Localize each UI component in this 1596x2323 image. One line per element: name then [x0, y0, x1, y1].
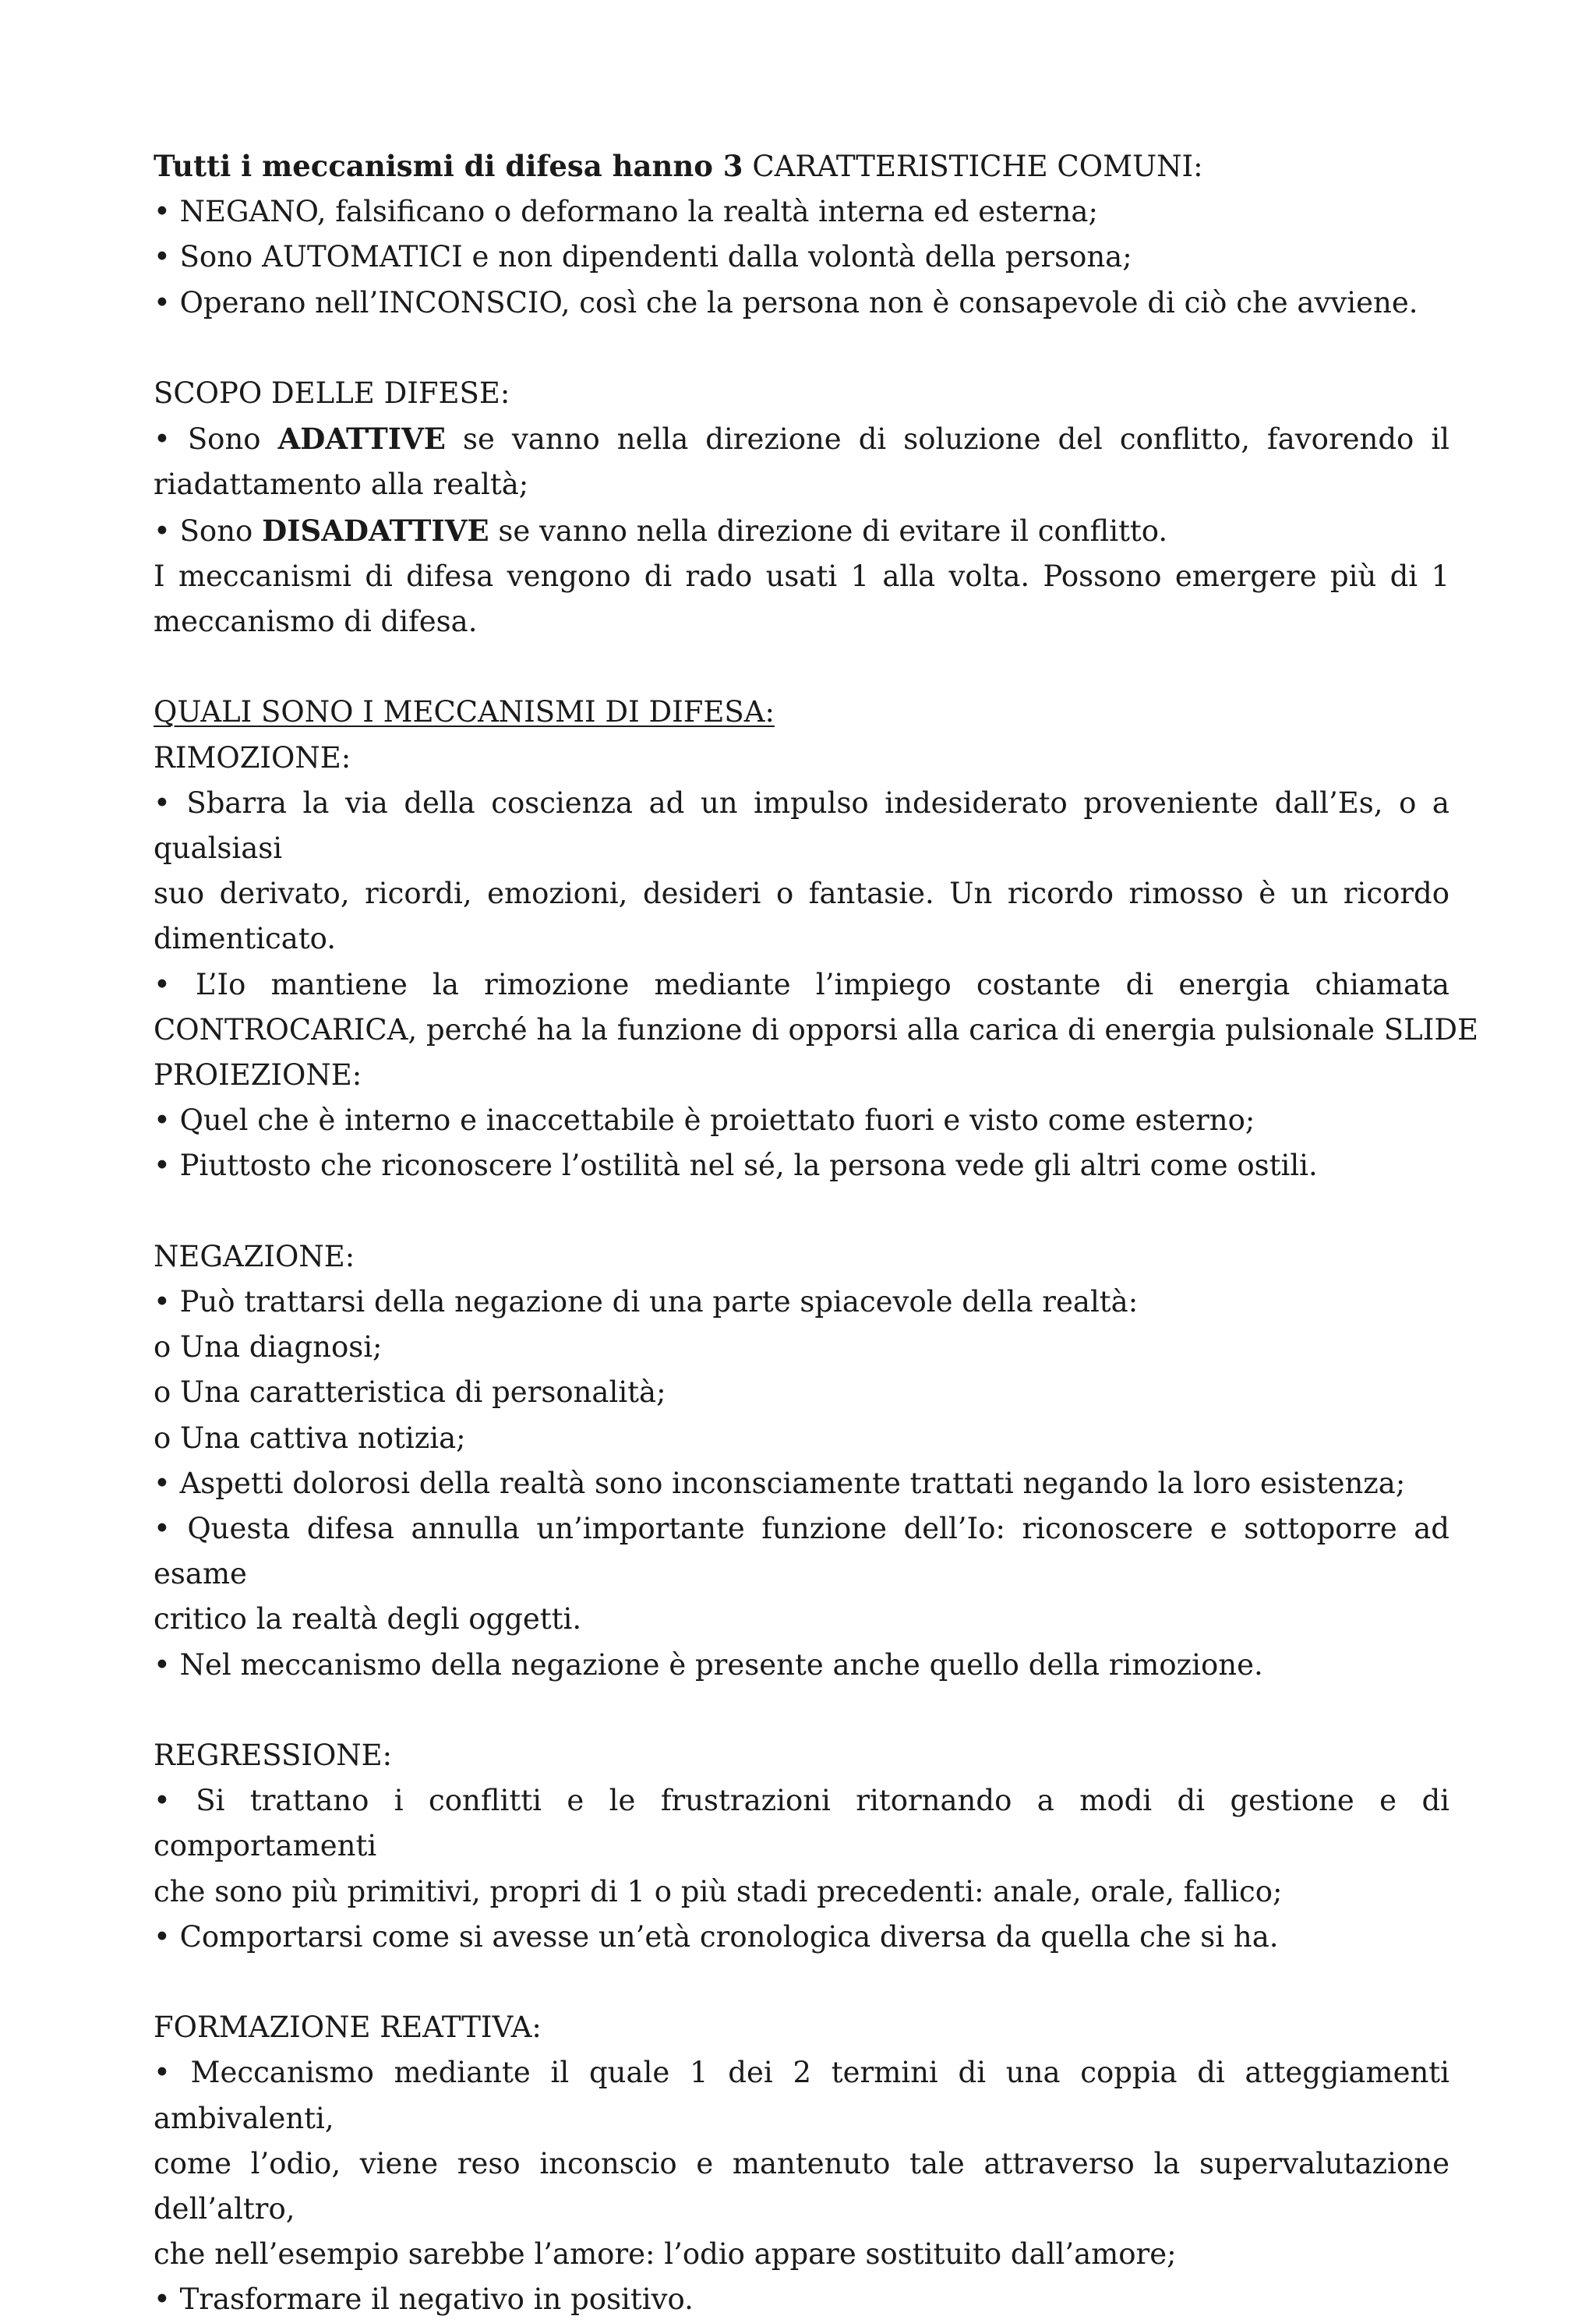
negazione-subitem: o Una diagnosi;	[154, 1330, 383, 1364]
scopo-heading: SCOPO DELLE DIFESE:	[154, 376, 510, 410]
spacer	[154, 326, 1449, 371]
scopo-note-line1: I meccanismi di difesa vengono di rado usati 1 alla volta. Possono emergere più di 1	[154, 559, 1449, 593]
negazione-subitem: o Una caratteristica di personalità;	[154, 1375, 666, 1410]
intro-bullet: • Operano nell’INCONSCIO, così che la persona non è consapevole di ciò che avviene.	[154, 285, 1418, 320]
scopo-disadattive-line	[154, 508, 1449, 554]
spacer	[154, 1688, 1449, 1733]
scopo-adattive-term: ADATTIVE	[277, 422, 447, 457]
scopo-disadattive-term: DISADATTIVE	[262, 513, 489, 548]
formazione-b2: • Trasformare il negativo in positivo.	[154, 2282, 694, 2317]
negazione-b3-line2: critico la realtà degli oggetti.	[154, 1602, 582, 1636]
spacer	[154, 1960, 1449, 2005]
proiezione-bullet: • Piuttosto che riconoscere l’ostilità nel sé, la persona vede gli altri come ostili.	[154, 1149, 1318, 1183]
proiezione-heading: PROIEZIONE:	[154, 1058, 362, 1093]
negazione-subitem: o Una cattiva notizia;	[154, 1421, 466, 1455]
intro-bullet: • Sono AUTOMATICI e non dipendenti dalla volontà della persona;	[154, 240, 1132, 274]
regressione-b2: • Comportarsi come si avesse un’età cronologica diversa da quella che si ha.	[154, 1919, 1279, 1954]
rimozione-heading: RIMOZIONE:	[154, 740, 351, 775]
negazione-b3-line1: • Questa difesa annulla un’importante funzione dell’Io: riconoscere e sottoporre ad esame	[154, 1512, 1449, 1591]
intro-heading	[154, 143, 1449, 189]
negazione-heading: NEGAZIONE:	[154, 1239, 355, 1273]
rimozione-b2-line2: CONTROCARICA, perché ha la funzione di opporsi alla carica di energia pulsionale SLIDE	[154, 1012, 1478, 1047]
formazione-b1-line3: che nell’esempio sarebbe l’amore: l’odio appare sostituito dall’amore;	[154, 2237, 1177, 2272]
intro-bullet: • NEGANO, falsificano o deformano la realtà interna ed esterna;	[154, 195, 1098, 229]
regressione-heading: REGRESSIONE:	[154, 1739, 393, 1773]
scopo-adattive-cont: riadattamento alla realtà;	[154, 468, 529, 502]
rimozione-b2-line1: • L’Io mantiene la rimozione mediante l’impiego costante di energia chiamata	[154, 967, 1449, 1001]
scopo-adattive-line	[154, 416, 1449, 462]
formazione-b1-line2: come l’odio, viene reso inconscio e mantenuto tale attraverso la supervalutazione dell’altro,	[154, 2146, 1449, 2226]
formazione-heading: FORMAZIONE REATTIVA:	[154, 2011, 542, 2045]
rimozione-b1-line3: dimenticato.	[154, 922, 337, 956]
negazione-b2: • Aspetti dolorosi della realtà sono inconsciamente trattati negando la loro esistenza;	[154, 1466, 1406, 1500]
quali-heading: QUALI SONO I MECCANISMI DI DIFESA:	[154, 695, 775, 729]
rimozione-b1-line1: • Sbarra la via della coscienza ad un impulso indesiderato proveniente dall’Es, o a qualsiasi	[154, 786, 1449, 866]
spacer	[154, 644, 1449, 690]
proiezione-bullet: • Quel che è interno e inaccettabile è proiettato fuori e visto come esterno;	[154, 1103, 1255, 1138]
scopo-adattive-post: se vanno nella direzione di soluzione del conflitto, favorendo il	[446, 422, 1449, 457]
scopo-adattive-pre: • Sono	[154, 422, 278, 457]
scopo-note-line2: meccanismo di difesa.	[154, 605, 478, 639]
intro-heading-bold: Tutti i meccanismi di difesa hanno 3	[154, 149, 743, 183]
regressione-b1-line1: • Si trattano i conflitti e le frustrazioni ritornando a modi di gestione e di comportamenti	[154, 1784, 1449, 1863]
scopo-disadattive-pre: • Sono	[154, 514, 263, 548]
spacer	[154, 1189, 1449, 1234]
rimozione-b1-line2: suo derivato, ricordi, emozioni, desideri o fantasie. Un ricordo rimosso è un ricordo	[154, 877, 1449, 911]
negazione-b4: • Nel meccanismo della negazione è presente anche quello della rimozione.	[154, 1647, 1263, 1682]
intro-heading-rest: CARATTERISTICHE COMUNI:	[743, 150, 1203, 183]
formazione-b1-line1: • Meccanismo mediante il quale 1 dei 2 termini di una coppia di atteggiamenti ambivalenti,	[154, 2056, 1449, 2135]
regressione-b1-line2: che sono più primitivi, propri di 1 o più stadi precedenti: anale, orale, fallico;	[154, 1874, 1283, 1908]
document-page	[154, 143, 1478, 2323]
scopo-disadattive-post: se vanno nella direzione di evitare il conflitto.	[489, 514, 1168, 548]
negazione-b1: • Può trattarsi della negazione di una parte spiacevole della realtà:	[154, 1285, 1139, 1319]
